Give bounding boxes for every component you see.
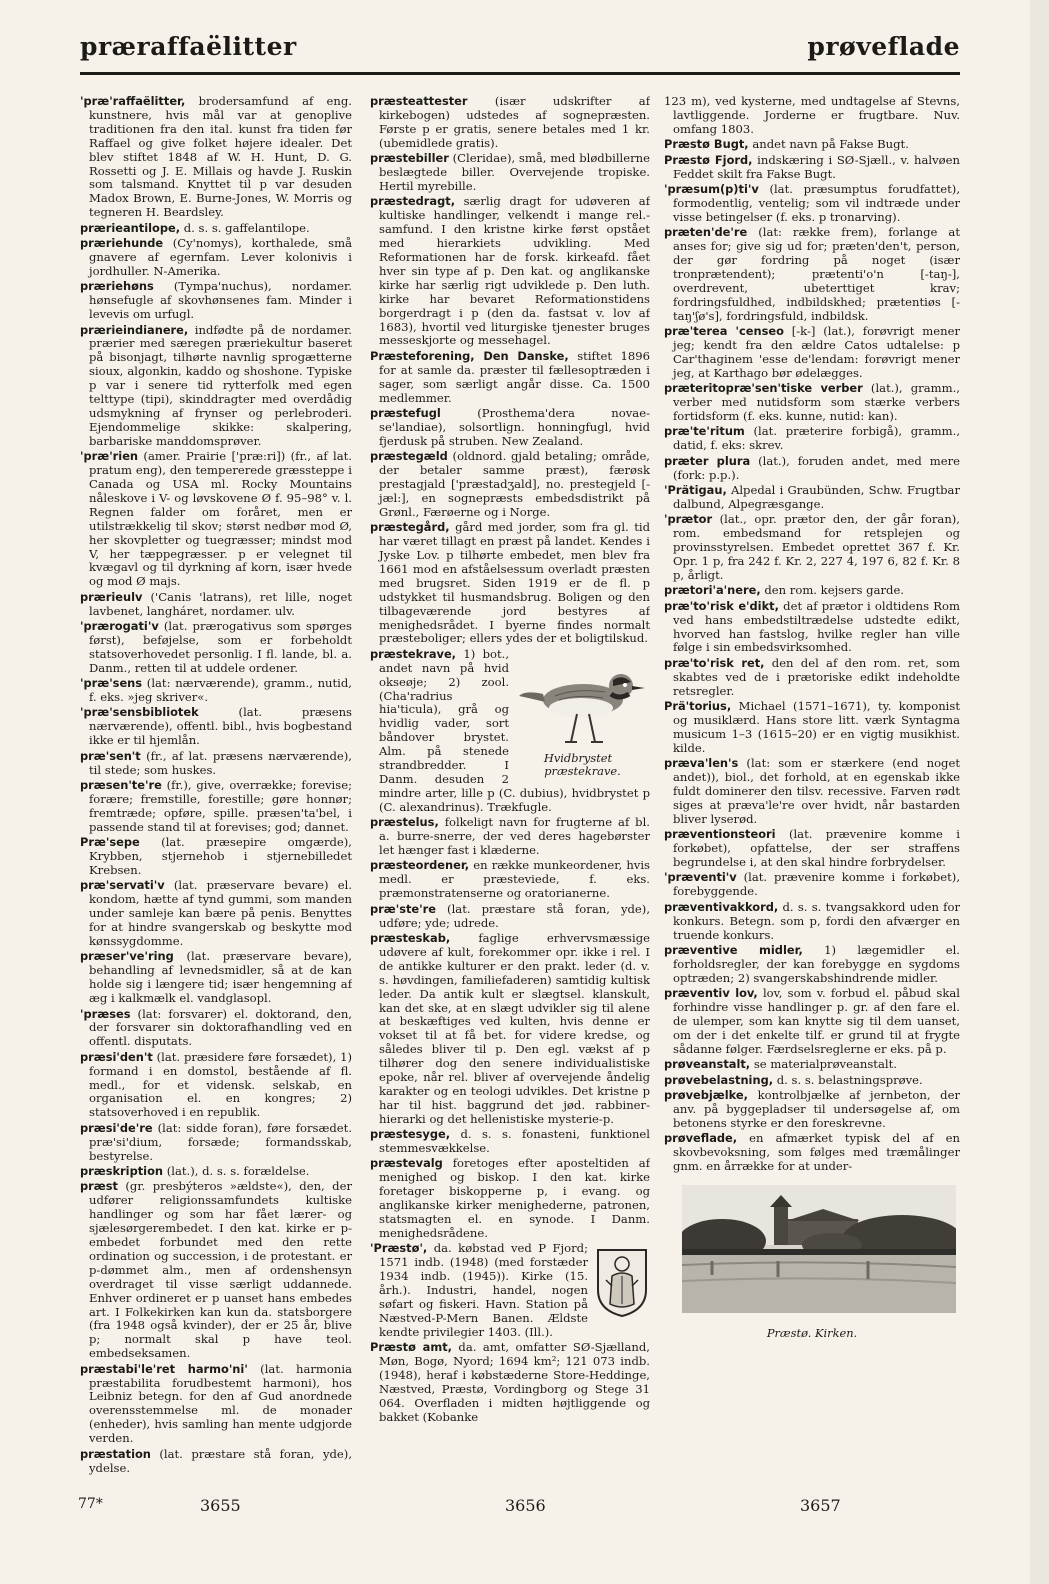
- dictionary-entry: [370, 95, 650, 151]
- entry-headword: 'prærogati'v: [80, 619, 159, 634]
- entry-text: (lat.), d. s. s. forældelse.: [163, 1163, 310, 1178]
- entry-text: en afmærket typisk del af en skovbevoksning, som følges med træmålinger gnm. en årrække for at under-: [673, 1131, 960, 1174]
- entry-headword: Præstø amt,: [370, 1340, 452, 1355]
- entry-text: 123 m), ved kysterne, med undtagelse af Stevns, lavtliggende. Jorderne er frugtbare. Nuv. omfang 1803.: [664, 95, 960, 136]
- entry-headword: præstefugl: [370, 405, 441, 420]
- header-left-guideword: præraffaëlitter: [80, 32, 297, 61]
- entry-headword: 'præventi'v: [664, 870, 737, 885]
- dictionary-entry: [664, 1058, 960, 1072]
- entry-headword: præteritopræ'sen'tiske verber: [664, 381, 863, 396]
- entry-text: faglige erhvervsmæssige udøvere af kult, forekommer opr. ikke i rel. I de antikke kulturer er den prakt. leder (d. v. s. høvdingen, familiefaderen) samtidig kultisk leder. Da antik kult er slægtsel. klanskult, kan det ske, at en slægt udvikler sig til alene at beskæftiges ved kulten, hvis denne er vokset til at få bet. for videre kredse, og således bliver til p. Den egl. vækst af p tilhører dog den senere individualistiske epoke, når rel. bliver af overvejende åndelig karakter og en teologi udvikles. Det kristne p har til hist. baggrund det jød. rabbiner-hierarki og det hellenistiske mysterie-p.: [379, 930, 650, 1126]
- entry-text: den rom. kejsers garde.: [760, 583, 904, 598]
- entry-text: (lat: forsvarer) el. doktorand, den, der forsvarer sin doktorafhandling ved en offentl. disputats.: [89, 1006, 352, 1049]
- dictionary-entry: [370, 407, 650, 449]
- entry-text: (gr. presbýteros »ældste«), den, der udfører religionssamfundets kultiske handlinger og som har fået lærer- og sjælesørgerembedet. I den kat. kirke er p-embedet forbundet med den rette ordination og succession, i de protestant. er p-dømmet alm., men af ordenshensyn overdraget til visse særligt uddannede. Enhver ordineret er p uanset hans embedes art. I Folkekirken kan kun da. statsborgere (fra 1948 også kvinder), der er 25 år, blive p; normalt skal p have teol. embedseksamen.: [89, 1179, 352, 1361]
- entry-text: da. amt, omfatter SØ-Sjælland, Møn, Bogø, Nyord; 1694 km²; 121 073 indb. (1948), heraf i købstæderne Store-Heddinge, Næstved, Præstø, Vordingborg og Stege 31 064. Overfladen i midten højtliggende og bakket (Kobanke: [379, 1340, 650, 1424]
- dictionary-entry: [80, 706, 352, 748]
- entry-text: (amer. Prairie ['præ:ri]) (fr., af lat. pratum eng), den tempererede græssteppe i Canada og USA ml. Rocky Mountains nåleskove i V- og løvskovene Ø f. 95–98° v. l. Regnen falder om foråret, men er utilstrækkelig til skov; størst nedbør mod Ø, her skovpletter og tuegræsser; mindst mod V, her tæppegræsser. p er velegnet til kvægavl og til dyrkning af korn, især hvede og mod Ø majs.: [89, 449, 352, 589]
- entry-text: d. s. s. gaffelantilope.: [180, 220, 310, 235]
- entry-text: brodersamfund af eng. kunstnere, hvis mål var at genoplive traditionen fra den ital. kunst fra tiden før Raffael og give folket højere idealer. Det blev stiftet 1848 af W. H. Hunt, D. G. Rossetti og J. E. Millais og havde J. Ruskin som talsmand. Knyttet til p var desuden Madox Brown, E. Burne-Jones, W. Morris og tegneren H. Beardsley.: [89, 95, 352, 220]
- dictionary-entry-praesto-amt: [370, 1341, 650, 1424]
- entry-text: (lat. præstare stå foran, yde), ydelse.: [89, 1446, 352, 1475]
- dictionary-entry: [80, 620, 352, 676]
- entry-headword: præstedragt,: [370, 194, 456, 209]
- dictionary-entry: [664, 828, 960, 870]
- entry-headword: 'prætor: [664, 512, 713, 527]
- entry-text: (Cy'nomys), korthalede, små gnavere af egernfam. Lever kolonivis i jordhuller. N-Amerika.: [89, 236, 352, 278]
- dictionary-entry: [80, 1180, 352, 1361]
- entry-text: Michael (1571–1671), ty. komponist og musiklærd. Hans store litt. værk Syntagma musicum 1–3 (1615–20) er en vigtig musikhist. kilde.: [673, 699, 960, 755]
- column-2: [370, 95, 650, 1475]
- entry-text: da. købstad ved P Fjord; 1571 indb. (1948) (med forstæder 1934 indb. (1945)). Kirke (15. årh.). Industri, handel, nogen søfart og fiskeri. Havn. Station på Næstved-P-Mern Banen. Ældste kendte privilegier 1403. (Ill.).: [379, 1241, 588, 1339]
- entry-text: (lat. præsens nærværende), offentl. bibl., hvis bogbestand ikke er til hjemlån.: [89, 705, 352, 748]
- entry-text: (fr.), give, overrække; forevise; forære; fremstille, forestille; gøre honnør; fremtræde; opføre, spille. præsen'ta'bel, i passende stand til at forevises; god; dannet.: [89, 778, 352, 834]
- entry-text: (lat. prærogativus som spørges først), beføjelse, som er forbeholdt statsoverhovedet personlig. I fl. lande, bl. a. Danm., retten til at uddele ordener.: [89, 619, 352, 675]
- header-rule: [80, 72, 960, 75]
- dictionary-entry: [664, 513, 960, 583]
- entry-headword: 'præ'sens: [80, 676, 143, 691]
- entry-headword: præsen'te're: [80, 778, 162, 792]
- entry-text: (lat. præstare stå foran, yde), udføre; yde; udrede.: [379, 901, 650, 930]
- dictionary-entry: [370, 152, 650, 194]
- entry-text: kontrolbjælke af jernbeton, der anv. på byggepladser til undersøgelse af, om betonens styrke er den foreskrevne.: [673, 1088, 960, 1130]
- dictionary-entry: [80, 280, 352, 322]
- dictionary-entry: [664, 757, 960, 827]
- entry-headword: præriehøns: [80, 279, 154, 294]
- entry-headword: prøveanstalt,: [664, 1057, 751, 1072]
- entry-text: (lat. harmonia præstabilita forudbestemt harmoni), hos Leibniz betegn. for den af Gud anordnede overensstemmelse ml. de monader (enheder), hvis samling han mente udgjorde verden.: [89, 1361, 352, 1446]
- dictionary-entry: [664, 455, 960, 483]
- dictionary-entry: [664, 484, 960, 512]
- entry-text: (oldnord. gjald betaling; område, der betaler samme præst), færøsk prestagjald ['præstadʒald], no. prestegjeld [-jæl:], en sognepræsts embedsdistrikt på Grønl., Færøerne og i Norge.: [379, 449, 650, 519]
- entry-text: (lat. præsidere føre forsædet), 1) formand i en domstol, bestående af fl. medl., for et vidensk. selskab, en organisation el. en kongres; 2) statsoverhoved i en republik.: [89, 1049, 352, 1120]
- dictionary-entry-praesto: [370, 1242, 650, 1339]
- entry-text: se materialprøveanstalt.: [750, 1057, 897, 1072]
- entry-headword: Præstø Bugt,: [664, 137, 749, 152]
- entry-headword: prøvebelastning,: [664, 1072, 774, 1087]
- entry-text: (lat: række frem), forlange at anses for; give sig ud for; præten'den't, person, der gør fordring på noget (især tronprætendent); prætenti'o'n [-taŋ-], overdrevent, ubeterttiget krav; fordringsfuldhed, indbildskhed; prætentiøs [-taŋ'ʃø's], fordringsfuld, indbildsk.: [673, 225, 960, 323]
- dictionary-entry: [370, 350, 650, 406]
- dictionary-entry: [80, 677, 352, 705]
- entry-headword: 'præ'raffaëlitter,: [80, 95, 186, 108]
- entry-headword: prætori'a'nere,: [664, 583, 761, 598]
- entry-text: (lat. præsepire omgærde), Krybben, stjernehob i stjernebilledet Krebsen.: [89, 835, 352, 877]
- dictionary-entry: [80, 324, 352, 449]
- entry-headword: prærieindianere,: [80, 322, 189, 337]
- entry-text: stiftet 1896 for at samle da. præster til fællesoptræden i sager, som særligt angår disse. Ca. 1500 medlemmer.: [379, 348, 650, 405]
- entry-headword: præstabi'le'ret harmo'ni': [80, 1361, 248, 1376]
- dictionary-entry: [80, 750, 352, 778]
- entry-headword: 'præsum(p)ti'v: [664, 181, 759, 196]
- entry-headword: Præsteforening, Den Danske,: [370, 348, 569, 363]
- dictionary-entry: [370, 903, 650, 931]
- entry-text: indfødte på de nordamer. prærier med særegen præriekultur baseret på bisonjagt, tilhørte navnlig sprogætterne sioux, algonkin, kaddo og shoshone. Typiske p var i senere tid rytterfolk med egen telttype (tipi), skinddragter med overdådig udsmykning af frynser og perlebroderi. Ejendommelige skikke: skalpering, barbariske manddomsprøver.: [89, 322, 352, 448]
- entry-headword: 'præ'sensbibliotek: [80, 705, 199, 720]
- entry-headword: præstevalg: [370, 1156, 443, 1171]
- dictionary-entry-praestekrave: [370, 648, 650, 815]
- dictionary-entry: [80, 1051, 352, 1121]
- entry-headword: prærieantilope,: [80, 220, 181, 235]
- dictionary-entry: [664, 657, 960, 699]
- entry-headword: præventivakkord,: [664, 899, 779, 914]
- dictionary-entry: [664, 1089, 960, 1131]
- page-number-left: 3655: [200, 1496, 241, 1515]
- entry-headword: præsteskab,: [370, 930, 451, 945]
- entry-text: gård med jorder, som fra gl. tid har været tillagt en præst på landet. Kendes i Jyske Lov. p tilhørte embedet, men blev fra 1661 mod en afståelsessum overladt præsten med brugsret. Siden 1919 er de fl. p udstykket til husmandsbrug. Boligen og den tilbageværende jord bestyres af menighedsrådet. I byerne findes normalt præsteboliger; ellers ydes der et boligtilskud.: [379, 520, 650, 646]
- entry-headword: præ'servati'v: [80, 878, 165, 893]
- entry-headword: præser've'ring: [80, 949, 174, 964]
- entry-headword: præventive midler,: [664, 942, 803, 957]
- dictionary-entry: [664, 95, 960, 137]
- entry-text: (lat. prævenire komme i forkøbet), forebyggende.: [673, 870, 960, 899]
- dictionary-entry: [80, 222, 352, 236]
- entry-headword: præ'to'risk e'dikt,: [664, 598, 779, 613]
- entry-text: 1) bot., andet navn på hvid okseøje; 2) zool. (Cha'radrius hia'ticula), grå og hvidlig vader, sort båndover brystet. Alm. på stenede strandbredder. I Danm. desuden 2 mindre arter, lille p (C. dubius), hvidbrystet p (C. alexandrinus). Trækfugle.: [379, 646, 650, 814]
- entry-headword: præ'to'risk ret,: [664, 655, 765, 670]
- dictionary-entry: [370, 195, 650, 348]
- entry-headword: 'præses: [80, 1006, 131, 1021]
- page-header: [80, 32, 960, 68]
- dictionary-entry: [80, 879, 352, 949]
- entry-text: foretoges efter aposteltiden af menighed og biskop. I den kat. kirke foretager biskopperne p, i evang. og anglikanske kirker menighederne, patronen, statsmagten el. en synode. I Danm. menighedsrådene.: [379, 1156, 650, 1240]
- entry-headword: præ'te'ritum: [664, 424, 745, 439]
- entry-headword: præventionsteori: [664, 827, 776, 842]
- entry-headword: Præ'sepe: [80, 835, 140, 850]
- dictionary-entry: [664, 944, 960, 986]
- entry-headword: 'Prätigau,: [664, 482, 727, 497]
- dictionary-entry: [664, 901, 960, 943]
- dictionary-entry: [664, 1074, 960, 1088]
- plover-bird-illustration: [515, 650, 650, 750]
- entry-headword: prøvebjælke,: [664, 1088, 748, 1103]
- dictionary-entry: [664, 700, 960, 756]
- entry-headword: præskription: [80, 1163, 164, 1178]
- entry-headword: præsteattester: [370, 95, 468, 108]
- dictionary-entry: [664, 987, 960, 1057]
- dictionary-entry: [664, 226, 960, 323]
- entry-headword: præstegård,: [370, 520, 450, 535]
- dictionary-entry: [664, 154, 960, 182]
- praesto-coat-of-arms-icon: [594, 1246, 650, 1318]
- entry-headword: 'præ'rien: [80, 449, 139, 464]
- dictionary-entry: [664, 138, 960, 152]
- entry-text: (lat: sidde foran), føre forsædet. præ'si'dium, forsæde; formandsskab, bestyrelse.: [89, 1120, 352, 1163]
- entry-text: d. s. s. tvangsakkord uden for konkurs. Betegn. som p, fordi den afværger en truende konkurs.: [673, 899, 960, 942]
- dictionary-entry: [664, 871, 960, 899]
- entry-text: en række munkeordener, hvis medl. er præsteviede, f. eks. præmonstratenserne og oratorianerne.: [379, 858, 650, 901]
- entry-headword: 'Præstø',: [370, 1241, 428, 1256]
- page-number-right: 3657: [800, 1496, 841, 1515]
- page-number-middle: 3656: [505, 1496, 546, 1515]
- entry-text: (lat.), gramm., verber med nutidsform som stærke verbers fortidsform (f. eks. kunne, nutid: kan).: [673, 381, 960, 423]
- dictionary-entry: [370, 450, 650, 520]
- dictionary-entry: [370, 521, 650, 646]
- entry-text: (lat. præservare bevare), behandling af levnedsmidler, så at de kan holde sig i længere tid; især hengemning af æg i kalkmælk el. vandglasopl.: [89, 949, 352, 1006]
- dictionary-entry: [80, 450, 352, 589]
- entry-text: (fr., af lat. præsens nærværende), til stede; som huskes.: [89, 748, 352, 777]
- praesto-church-photo: [682, 1185, 956, 1313]
- dictionary-entry: [80, 1122, 352, 1164]
- column-1: [80, 95, 352, 1475]
- dictionary-entry: [664, 183, 960, 225]
- entry-text: 1) lægemidler el. forholdsregler, der kan forebygge en sygdoms optræden; 2) svangerskabshindrende midler.: [673, 942, 960, 985]
- dictionary-entry: [80, 950, 352, 1006]
- dictionary-entry: [80, 591, 352, 619]
- photo-caption: Præstø. Kirken.: [766, 1326, 858, 1341]
- dictionary-entry: [80, 95, 352, 220]
- entry-headword: præter plura: [664, 453, 751, 468]
- entry-headword: prærieulv: [80, 589, 143, 604]
- entry-text: (lat. præservare bevare) el. kondom, hætte af tynd gummi, som manden under samleje kan bære på penis. Benyttes for at hindre svangerskab og beskytte mod kønssygdomme.: [89, 878, 352, 948]
- entry-text: særlig dragt for udøveren af kultiske handlinger, velkendt i mange rel.-samfund. I den kristne kirke først opstået med hierarkiets udvikling. Med Reformationen har de forsk. kirkeafd. fået hver sin type af p. Den kat. og anglikanske kirke har særlig rigt udviklede p. Den luth. kirke har bevaret Reformationstidens borgerdragt i p (den da. fastsat v. lov af 1683), hvortil ved liturgiske tjenester bruges messeskjorte og messehagel.: [379, 194, 650, 348]
- dictionary-entry: [80, 237, 352, 279]
- page-edge: [1030, 0, 1049, 1584]
- entry-text: ('Canis 'latrans), ret lille, noget lavbenet, langháret, nordamer. ulv.: [89, 589, 352, 618]
- entry-headword: præriehunde: [80, 236, 164, 251]
- entry-headword: præstegæld: [370, 449, 448, 464]
- dictionary-entry: [80, 779, 352, 835]
- entry-headword: Prä'torius,: [664, 699, 732, 714]
- dictionary-entry: [370, 1157, 650, 1240]
- column-3: [664, 95, 960, 1475]
- entry-text: (lat: som er stærkere (end noget andet)), biol., det forhold, at en egenskab ikke fuldt dominerer den tilsv. recessive. Farven rødt siges at præva'le're over hvidt, når bastarden bliver lyserød.: [673, 756, 960, 826]
- entry-headword: præsi'de're: [80, 1120, 153, 1135]
- dictionary-entry: [664, 1132, 960, 1174]
- dictionary-entry: [80, 836, 352, 878]
- entry-headword: præva'len's: [664, 756, 739, 771]
- entry-text: (lat. prævenire komme i forkøbet), opfattelse, der ser straffens begrundelse i, at den skal hindre forbrydelser.: [673, 827, 960, 870]
- entry-text: (især udskrifter af kirkebogen) udstedes af sognepræsten. Første p er gratis, senere betales med 1 kr. (ubemidlede gratis).: [379, 95, 650, 150]
- entry-headword: præ'sen't: [80, 748, 141, 763]
- entry-text: Alpedal i Graubünden, Schw. Frugtbar dalbund, Alpegræsgange.: [673, 482, 960, 511]
- entry-text: lov, som v. forbud el. påbud skal forhindre visse handlinger p. gr. af den fare el. de ulemper, som kan knytte sig til dem uanset, om der i det enkelte tilf. er grund til at frygte sådanne følger. Færdselsreglerne er eks. på p.: [673, 986, 960, 1056]
- entry-text: (lat: nærværende), gramm., nutid, f. eks. »jeg skriver«.: [89, 676, 352, 705]
- entry-text: (lat. præsumptus forudfattet), formodentlig, ventelig; som vil indtræde under visse betingelser (f. eks. p tronarving).: [673, 181, 960, 224]
- entry-headword: præten'de're: [664, 225, 748, 240]
- entry-headword: præstekrave,: [370, 646, 457, 661]
- signature-mark: 77*: [78, 1496, 103, 1512]
- entry-headword: præstelus,: [370, 815, 439, 830]
- entry-text: folkeligt navn for frugterne af bl. a. burre-snerre, der ved deres hagebørster let hænger fast i klæderne.: [379, 815, 650, 858]
- dictionary-entry: [370, 1128, 650, 1156]
- dictionary-entry: [664, 325, 960, 381]
- entry-headword: præ'terea 'censeo: [664, 324, 784, 338]
- entry-headword: præsi'den't: [80, 1049, 153, 1064]
- entry-headword: præstation: [80, 1446, 151, 1461]
- dictionary-entry: [370, 932, 650, 1127]
- entry-text: (lat.), foruden andet, med mere (fork: p.p.).: [673, 453, 960, 482]
- entry-headword: præstebiller: [370, 151, 449, 166]
- entry-headword: præventiv lov,: [664, 986, 758, 1001]
- entry-text: d. s. s. belastningsprøve.: [773, 1072, 923, 1087]
- dictionary-entry: [80, 1448, 352, 1475]
- entry-text: [-k-] (lat.), forøvrigt mener jeg; kendt fra den ældre Catos udtalelse: p Car'thaginem 'esse de'lendam: forøvrigt mener jeg, at Karthago bør ødelægges.: [673, 324, 960, 380]
- dictionary-entry: [370, 816, 650, 858]
- entry-text: (lat. præterire forbigå), gramm., datid, f. eks: skrev.: [673, 424, 960, 453]
- header-right-guideword: prøveflade: [807, 32, 960, 61]
- dictionary-entry: [664, 382, 960, 424]
- entry-text: (lat., opr. prætor den, der går foran), rom. embedsmand for retsplejen og provinsstyrelsen. Embedet oprettet 367 f. Kr. Opr. 1 p, fra 242 f. Kr. 2, 227 4, 197 6, 82 f. Kr. 8 p, årligt.: [673, 512, 960, 582]
- dictionary-entry: [664, 600, 960, 656]
- dictionary-entry: [664, 425, 960, 453]
- entry-headword: Præstø Fjord,: [664, 152, 753, 167]
- entry-text: det af prætor i oldtidens Rom ved hans embedstiltrædelse udstedte edikt, hvorved han fastslog, hvilke regler han ville følge i sin embedsvirksomhed.: [673, 598, 960, 655]
- entry-headword: præstesyge,: [370, 1127, 451, 1142]
- dictionary-entry: [664, 584, 960, 598]
- entry-text: den del af den rom. ret, som skabtes ved de i prætoriske edikt indeholdte retsregler.: [673, 655, 960, 698]
- dictionary-entry: [80, 1363, 352, 1446]
- dictionary-entry: [370, 859, 650, 901]
- entry-text: (Cleridae), små, med blødbillerne beslægtede biller. Overvejende tropiske. Hertil myrebille.: [379, 151, 650, 193]
- dictionary-entry: [80, 1165, 352, 1179]
- entry-text: (Prosthema'dera novae-se'landiae), solsortlign. honningfugl, hvid fjerdusk på struben. New Zealand.: [379, 405, 650, 448]
- dictionary-entry: [80, 1008, 352, 1050]
- entry-headword: præst: [80, 1179, 118, 1194]
- bird-caption: Hvidbrystet præstekrave.: [543, 750, 621, 778]
- entry-text: d. s. s. fonasteni, funktionel stemmesvækkelse.: [379, 1127, 650, 1156]
- entry-headword: prøveflade,: [664, 1131, 738, 1146]
- entry-text: (Tympa'nuchus), nordamer. hønsefugle af skovhønsenes fam. Minder i levevis om urfugl.: [89, 279, 352, 322]
- entry-text: andet navn på Fakse Bugt.: [748, 137, 909, 152]
- entry-text: indskæring i SØ-Sjæll., v. halvøen Feddet skilt fra Fakse Bugt.: [673, 152, 960, 181]
- entry-headword: præsteordener,: [370, 858, 470, 873]
- entry-headword: præ'ste're: [370, 901, 436, 916]
